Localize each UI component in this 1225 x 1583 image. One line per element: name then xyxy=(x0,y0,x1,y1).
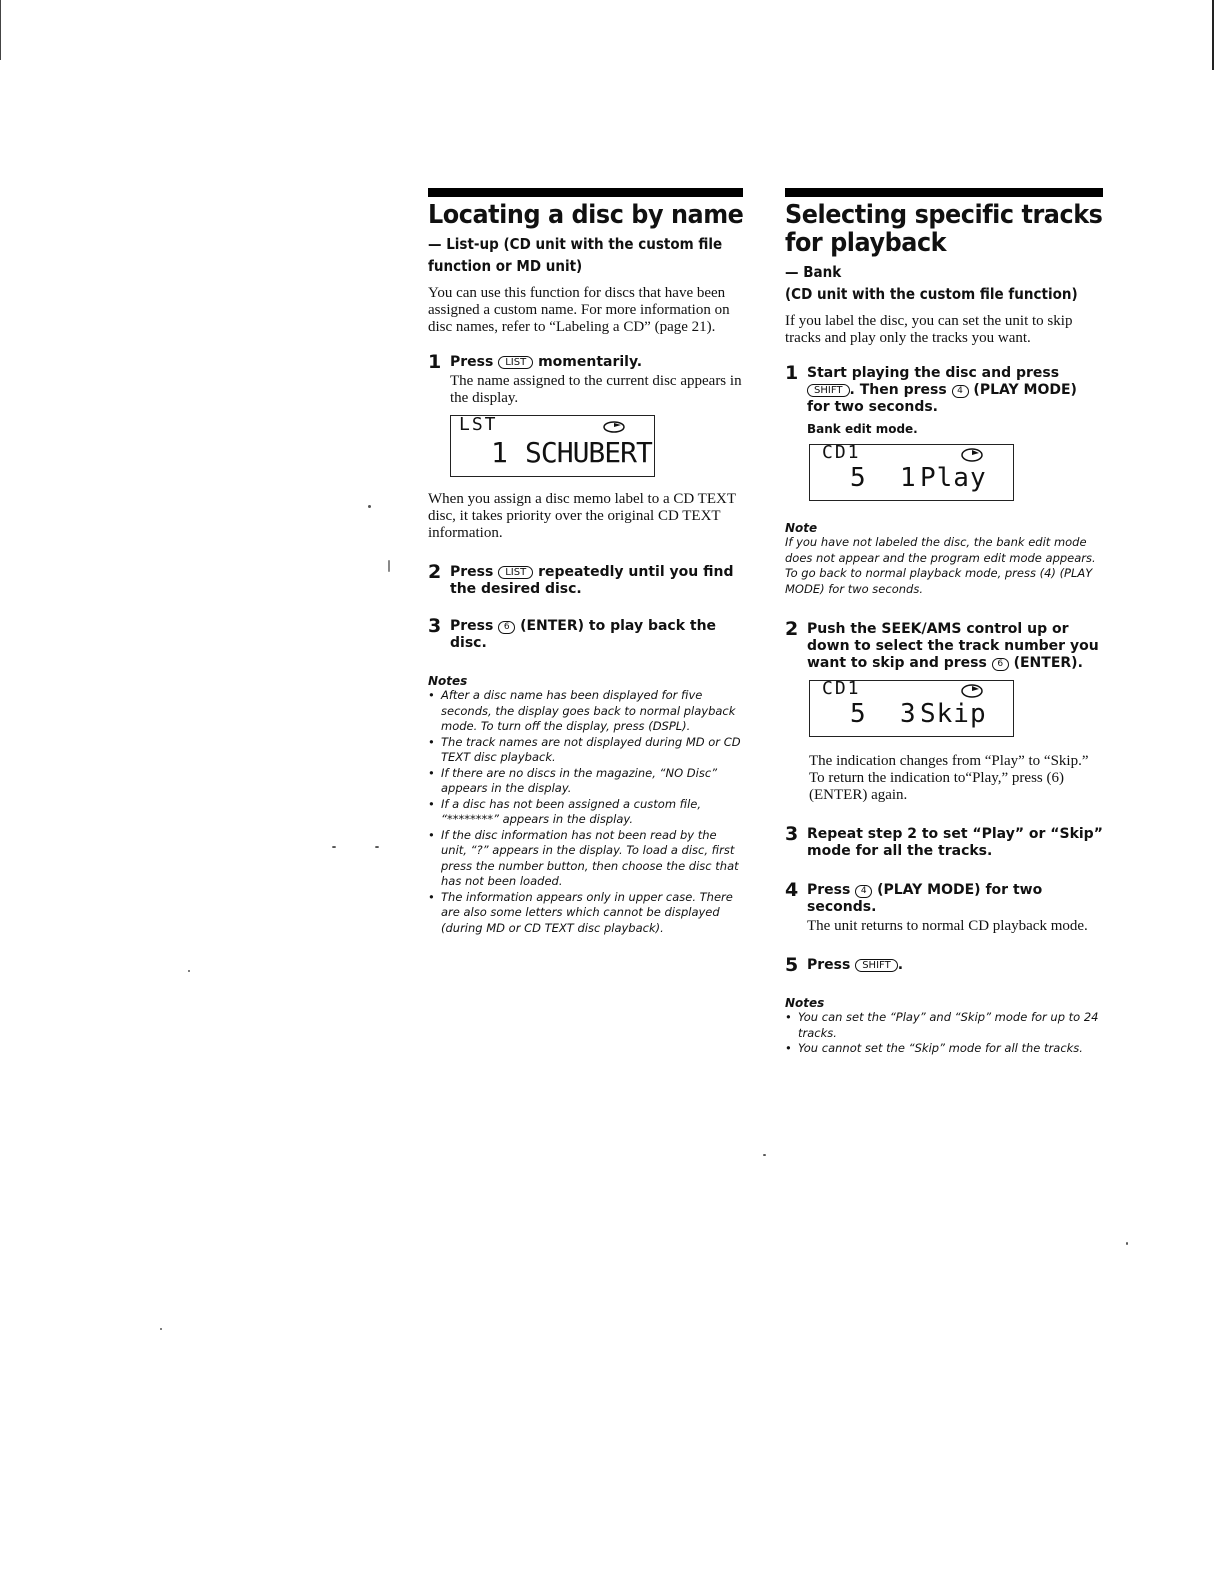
disc-icon xyxy=(960,683,984,699)
section-title: Locating a disc by name xyxy=(428,200,744,230)
step-description: The unit returns to normal CD playback mode. xyxy=(807,918,1088,934)
section-subtitle: function or MD unit) xyxy=(428,257,583,275)
scan-speck xyxy=(1126,1242,1128,1245)
right-column xyxy=(785,188,1103,1057)
section-title: for playback xyxy=(785,228,947,258)
step-text: repeatedly until you find the desired disc. xyxy=(450,564,734,597)
step-text: Then press xyxy=(859,382,947,398)
scan-speck xyxy=(763,1154,766,1156)
step-press: Press xyxy=(450,618,494,634)
lcd-bank-number: 5 xyxy=(850,699,866,729)
step-press: Press xyxy=(450,354,494,370)
step-number: 2 xyxy=(785,618,799,640)
lcd-display xyxy=(809,444,1014,501)
lcd-track-number: 3 xyxy=(900,699,916,729)
paragraph: When you assign a disc memo label to a CD TEXT disc, it takes priority over the original CD TEXT information. xyxy=(428,491,736,541)
notes-list xyxy=(785,1010,1103,1057)
shift-button: SHIFT xyxy=(807,384,850,397)
step-3 xyxy=(785,823,1103,860)
disc-icon xyxy=(960,447,984,463)
lcd-display xyxy=(809,680,1014,737)
intro-paragraph: You can use this function for discs that have been assigned a custom name. For more information on disc names, refer to “Labeling a CD” (page 21). xyxy=(428,285,730,335)
step-text: Repeat step 2 to set “Play” or “Skip” mode for all the tracks. xyxy=(807,826,1103,859)
scan-speck xyxy=(160,1328,162,1330)
scan-speck xyxy=(0,0,1,60)
lcd-display xyxy=(450,415,655,477)
lcd-status-word: Play xyxy=(920,463,987,493)
lcd-track-number: 1 xyxy=(900,463,916,493)
step-text: (PLAY MODE) for two seconds. xyxy=(807,882,1043,915)
step-number: 2 xyxy=(428,561,442,583)
step-description: The indication changes from “Play” to “Skip.” To return the indication to“Play,” press (6) (ENTER) again. xyxy=(809,753,1089,803)
lcd-bank-number: 5 xyxy=(850,463,866,493)
left-column xyxy=(428,188,743,936)
note-item: • You can set the “Play” and “Skip” mode for up to 24 tracks. xyxy=(785,1010,1103,1041)
step-text: (ENTER) to play back the disc. xyxy=(450,618,717,651)
step-number: 4 xyxy=(785,879,799,901)
step-3 xyxy=(428,615,743,652)
step-press: Press xyxy=(450,564,494,580)
notes-list xyxy=(428,688,743,936)
list-button: LIST xyxy=(498,566,533,579)
intro-paragraph: If you label the disc, you can set the unit to skip tracks and play only the tracks you want. xyxy=(785,313,1073,346)
step-press: Press xyxy=(807,957,851,973)
scan-speck xyxy=(368,505,371,508)
section-rule xyxy=(785,188,1103,197)
step-number: 3 xyxy=(785,823,799,845)
step-5: 5 Press SHIFT . xyxy=(785,954,904,976)
mode-label: Bank edit mode. xyxy=(807,422,918,436)
notes-heading: Notes xyxy=(785,996,825,1010)
scan-speck xyxy=(1212,0,1214,70)
scan-speck xyxy=(375,846,379,848)
play-mode-button: 4 xyxy=(855,885,872,898)
step-4 xyxy=(785,879,1103,935)
step-number: 3 xyxy=(428,615,442,637)
step-text: Start playing the disc and press xyxy=(807,365,1060,381)
section-subtitle: (CD unit with the custom file function) xyxy=(785,285,1078,303)
note-item: • The track names are not displayed during MD or CD TEXT disc playback. xyxy=(428,735,743,766)
step-2 xyxy=(428,561,743,598)
section-subtitle: — Bank xyxy=(785,263,842,281)
note-item: • After a disc name has been displayed for five seconds, the display goes back to normal playback mode. To turn off the display, press (DSPL). xyxy=(428,688,743,735)
lcd-disc-number: 1 xyxy=(491,436,508,469)
step-1: 1 Start playing the disc and press SHIFT . Then press 4 (PLAY MODE) for two seconds. Bank edit mode. xyxy=(785,365,1103,436)
step-press: Press xyxy=(807,882,851,898)
note-item: • If the disc information has not been read by the unit, “?” appears in the display. To load a disc, first press the number button, then choose the disc that has not been loaded. xyxy=(428,828,743,890)
notes-heading: Notes xyxy=(428,674,468,688)
note-heading: Note xyxy=(785,521,818,535)
step-number: 5 xyxy=(785,954,799,976)
note-item: • You cannot set the “Skip” mode for all the tracks. xyxy=(785,1041,1103,1057)
step-number: 1 xyxy=(428,351,442,373)
scan-speck xyxy=(332,846,336,848)
lcd-status-word: Skip xyxy=(920,699,987,729)
scan-speck xyxy=(388,560,390,572)
section-rule xyxy=(428,188,743,197)
lcd-mode: LST xyxy=(459,414,498,435)
section-title: Selecting specific tracks xyxy=(785,200,1103,230)
step-2 xyxy=(785,618,1103,672)
note-item: • The information appears only in upper case. There are also some letters which cannot be displayed (during MD or CD TEXT disc playback). xyxy=(428,890,743,937)
step-description: The name assigned to the current disc appears in the display. xyxy=(450,373,742,406)
note-text: If you have not labeled the disc, the bank edit mode does not appear and the program edit mode appears. To go back to normal playback mode, press (4) (PLAY MODE) for two seconds. xyxy=(785,535,1096,596)
enter-button: 6 xyxy=(992,658,1009,671)
play-mode-button: 4 xyxy=(952,385,969,398)
lcd-disc-name: SCHUBERT xyxy=(525,436,652,469)
lcd-cd-number: CD1 xyxy=(822,442,861,463)
step-text: momentarily. xyxy=(538,354,643,370)
enter-button: 6 xyxy=(498,621,515,634)
disc-icon xyxy=(603,420,625,434)
step-text: (PLAY MODE) for two seconds. xyxy=(807,382,1077,415)
scan-speck xyxy=(188,970,190,972)
step-text: Push the SEEK/AMS control up or down to select the track number you want to skip and press xyxy=(807,621,1099,671)
section-subtitle: — List-up (CD unit with the custom file xyxy=(428,235,723,253)
list-button: LIST xyxy=(498,356,533,369)
note-item: • If a disc has not been assigned a custom file, “********” appears in the display. xyxy=(428,797,743,828)
lcd-cd-number: CD1 xyxy=(822,678,861,699)
step-number: 1 xyxy=(785,362,799,384)
step-text: (ENTER). xyxy=(1013,655,1083,671)
note-item: • If there are no discs in the magazine, “NO Disc” appears in the display. xyxy=(428,766,743,797)
shift-button: SHIFT xyxy=(855,959,898,972)
step-1 xyxy=(428,351,743,407)
